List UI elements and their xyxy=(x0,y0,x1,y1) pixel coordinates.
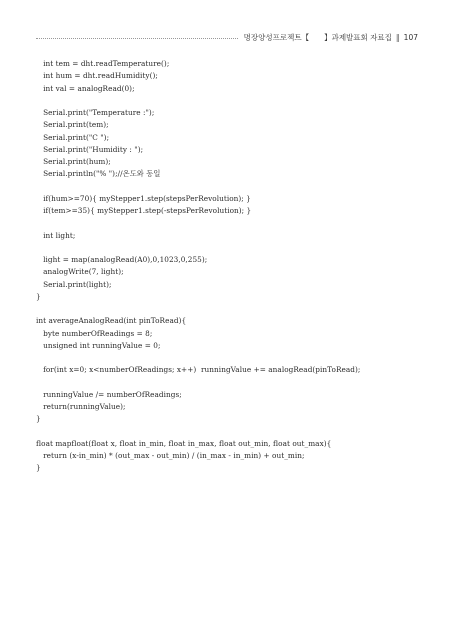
page-header xyxy=(36,30,418,44)
code-line: Serial.print("Temperature :"); xyxy=(36,108,155,117)
code-line: float mapfloat(float x, float in_min, float in_max, float out_min, float out_max){ xyxy=(36,438,332,448)
header-separator: ‖ xyxy=(395,32,400,42)
code-line: byte numberOfReadings = 8; xyxy=(36,328,153,338)
code-line: Serial.println("% ");//온도와 동일 xyxy=(36,169,161,179)
code-line: return (x-in_min) * (out_max - out_min) / (in_max - in_min) + out_min; xyxy=(36,451,305,460)
code-line xyxy=(36,303,432,315)
code-line xyxy=(36,426,432,438)
code-line: Serial.print(light); xyxy=(36,279,112,289)
code-line: if(hum>=70){ myStepper1.step(stepsPerRevolution); } xyxy=(36,193,251,203)
code-line: runningValue /= numberOfReadings; xyxy=(36,389,182,399)
code-line: return(runningValue); xyxy=(36,402,126,411)
code-listing xyxy=(36,58,432,475)
code-line: int light; xyxy=(36,230,76,240)
code-line: int hum = dht.readHumidity(); xyxy=(36,71,158,81)
code-line: Serial.print(hum); xyxy=(36,157,111,166)
code-line xyxy=(36,95,432,107)
header-title: 명장양성프로젝트【 】과제발표회 자료집 xyxy=(243,32,392,42)
code-line: int val = analogRead(0); xyxy=(36,83,135,93)
code-line: Serial.print(tem); xyxy=(36,120,109,130)
code-line: if(tem>=35){ myStepper1.step(-stepsPerRevolution); } xyxy=(36,206,252,215)
code-line: } xyxy=(36,463,41,473)
code-line: light = map(analogRead(A0),0,1023,0,255); xyxy=(36,255,208,264)
code-line: } xyxy=(36,414,41,424)
code-line xyxy=(36,242,432,254)
code-line: Serial.print("C "); xyxy=(36,132,110,142)
code-line xyxy=(36,217,432,229)
code-line xyxy=(36,352,432,364)
code-line: for(int x=0; x<numberOfReadings; x++) runningValue += analogRead(pinToRead); xyxy=(36,365,361,375)
code-line: analogWrite(7, light); xyxy=(36,267,124,277)
page-number: 107 xyxy=(403,32,418,42)
code-line xyxy=(36,377,432,389)
code-line xyxy=(36,181,432,193)
code-line: Serial.print("Humidity : "); xyxy=(36,144,144,154)
code-line: unsigned int runningValue = 0; xyxy=(36,340,161,350)
code-line: int averageAnalogRead(int pinToRead){ xyxy=(36,316,187,326)
header-dotted-rule xyxy=(36,38,238,39)
code-line: int tem = dht.readTemperature(); xyxy=(36,59,170,68)
code-line: } xyxy=(36,291,41,301)
